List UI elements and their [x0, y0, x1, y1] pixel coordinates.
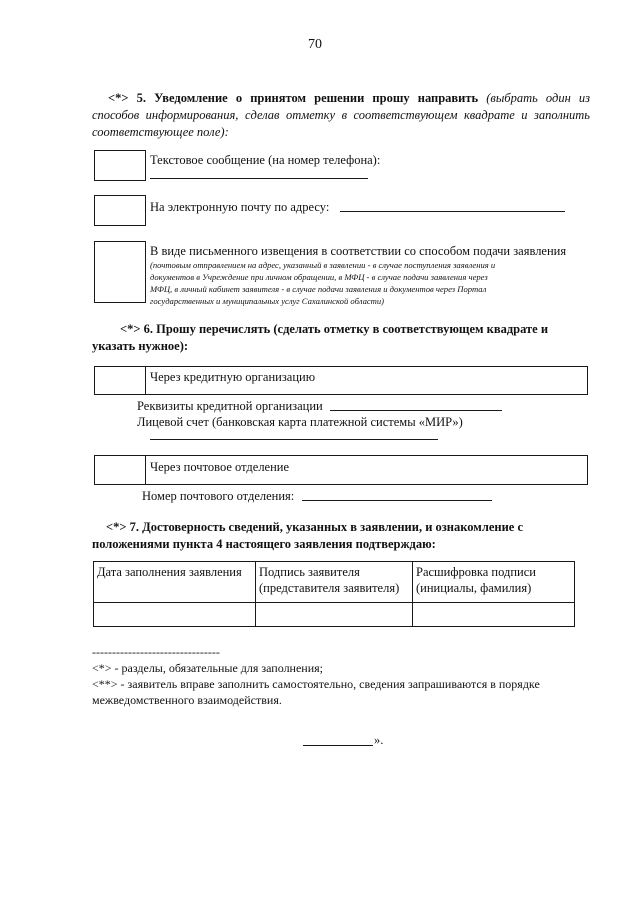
sms-checkbox[interactable] — [94, 150, 146, 181]
signature-table — [93, 561, 575, 627]
phone-number-field[interactable] — [150, 178, 368, 179]
decoding-cell[interactable] — [413, 603, 575, 627]
letter-option-note-4: государственных и муниципальных услуг Сахалинской области) — [150, 296, 385, 306]
letter-option-label: В виде письменного извещения в соответствии со способом подачи заявления — [150, 244, 567, 258]
email-checkbox[interactable] — [94, 195, 146, 226]
post-office-number-field[interactable] — [302, 500, 492, 501]
personal-account-field[interactable] — [150, 439, 438, 440]
section5-intro — [92, 90, 590, 141]
letter-option-note-2: документов в Учреждение при личном обращении, в МФЦ - в случае подачи заявления через — [150, 272, 488, 282]
bank-option-label: Через кредитную организацию — [150, 370, 316, 384]
signature-table-header-row — [94, 562, 575, 603]
section7-heading-2: положениями пункта 4 настоящего заявления подтверждаю: — [92, 537, 436, 551]
footnote-optional: <**> - заявитель вправе заполнить самостоятельно, сведения запрашиваются в порядке межведомственного взаимодействия. — [92, 677, 540, 707]
footnote-rule: -------------------------------- — [92, 645, 220, 659]
letter-checkbox[interactable] — [94, 241, 146, 303]
sms-option-label: Текстовое сообщение (на номер телефона): — [150, 153, 381, 167]
section5-heading: 5. Уведомление о принятом решении прошу направить — [136, 91, 479, 105]
email-option-label: На электронную почту по адресу: — [150, 200, 330, 214]
bank-details-label: Реквизиты кредитной организации — [137, 399, 323, 413]
closing-quote: ». — [374, 733, 384, 747]
signature-table-input-row — [94, 603, 575, 627]
section5-marker: <*> — [108, 91, 129, 105]
bank-details-field[interactable] — [330, 410, 502, 411]
signature-cell[interactable] — [256, 603, 413, 627]
header-signature: Подпись заявителя (представителя заявителя) — [256, 562, 413, 603]
bank-checkbox[interactable] — [94, 366, 146, 395]
header-decoding: Расшифровка подписи (инициалы, фамилия) — [413, 562, 575, 603]
section5-hint: (выбрать один из способов информирования, сделав отметку в соответствующем квадрате и заполнить соответствующее поле): — [92, 91, 591, 139]
header-date: Дата заполнения заявления — [94, 562, 256, 603]
date-cell[interactable] — [94, 603, 256, 627]
letter-option-note-3: МФЦ, в личный кабинет заявителя - в случае подачи заявления и документов через Портал — [150, 284, 487, 294]
post-office-number-label: Номер почтового отделения: — [142, 489, 295, 503]
post-option-label: Через почтовое отделение — [150, 460, 290, 474]
personal-account-label: Лицевой счет (банковская карта платежной системы «МИР») — [137, 415, 463, 429]
section6-heading-1: <*> 6. Прошу перечислять (сделать отметку в соответствующем квадрате и — [120, 322, 549, 336]
section7-heading-1: <*> 7. Достоверность сведений, указанных в заявлении, и ознакомление с — [106, 520, 524, 534]
email-address-field[interactable] — [340, 211, 565, 212]
footnote-required: <*> - разделы, обязательные для заполнения; — [92, 661, 324, 675]
closing-blank-line[interactable] — [303, 745, 373, 746]
post-checkbox[interactable] — [94, 455, 146, 485]
letter-option-note-1: (почтовым отправлением на адрес, указанный в заявлении - в случае поступления заявления и — [150, 260, 496, 270]
page-number: 70 — [308, 37, 322, 52]
section6-heading-2: указать нужное): — [92, 339, 189, 353]
